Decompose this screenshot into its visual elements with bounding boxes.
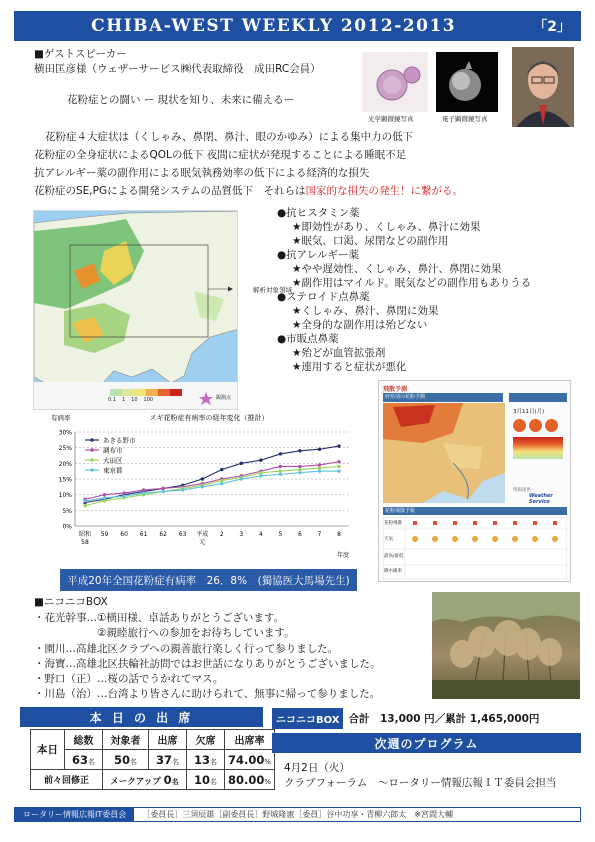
next-day-icon[interactable] [545,419,558,432]
forecast-legend-bar [513,437,563,459]
series-point [318,469,321,472]
forecast-row-weather: 天気 [384,537,393,542]
chart-title: スギ花粉症有病率の経年変化（推計） [149,414,269,422]
col-rate: 出席率 [225,730,275,750]
x-tick-label-sub: 元 [199,539,206,546]
series-point [142,488,145,491]
today-label: 本日 [31,730,65,770]
prevalence-chart-svg [47,410,360,568]
intro-line-2: 花粉症の全身症状によるQOLの低下 夜間に症状が発現することによる睡眠不足 [34,149,407,161]
x-tick-label: 5 [278,531,283,538]
intro-line-4 [34,184,463,199]
series-point [83,499,86,502]
legend-label: 調布市 [103,446,123,455]
nico-line-1: ・花光幹事…①横田様、卓話ありがとうございます。 [34,612,285,624]
drug-otc-title: ●市販点鼻薬 [277,333,339,345]
intro-line-4-prefix: 花粉症のSE,PGによる開発システムの品質低下 それらは [34,185,306,197]
drug-antiallergy-title: ●抗アレルギー薬 [277,249,359,261]
forecast-row-temp: 最高/最低 [384,554,404,559]
footer-members: ［委員長］三須辰雄［副委員長］野城隆憲［委員］谷中功享・青柳六郎太 ※宮間大輔 [142,810,453,819]
col-eligible: 対象者 [103,730,149,750]
forecast-date: 3月11日(月) [513,409,545,415]
series-point [318,466,321,469]
forecast-nav [513,419,558,432]
series-point [122,495,125,498]
y-tick-label: 5% [62,507,72,515]
y-tick-label: 10% [58,492,72,500]
talk-title: 花粉症との闘い ー 現状を知り、未来に備えるー [67,94,295,106]
chart-xlabel: 年度 [336,552,349,559]
legend-label: 東京都 [103,466,123,475]
rate-value: 74.00% [225,750,275,770]
map-area-label: 解析対象領域 [253,286,292,294]
series-point [201,477,204,480]
legend-swatch-1 [110,389,122,396]
series-point [220,468,223,471]
legend-swatch-4 [146,389,158,396]
kanto-map-graphic [34,211,238,410]
legend-swatch-2 [122,389,134,396]
nico-photo [432,592,580,699]
series-point [279,465,282,468]
series-point [181,488,184,491]
drug-otc-item: ★殆どが血管拡張剤 [292,347,386,359]
nico-total-amount: 合計 13,000 円／累計 1,465,000円 [348,712,540,725]
x-tick-label: 59 [100,531,109,538]
series-point [259,459,262,462]
weather-service-brand: Weather Service [529,493,553,505]
play-icon[interactable] [529,419,542,432]
legend-marker [90,468,93,471]
next-program-detail: クラブフォーラム ～ロータリー情報広報ＩＴ委員会担当 [284,777,557,789]
forecast-row-pollen: 花粉飛散 [384,521,402,526]
chart-ylabel: 有病率 [51,414,71,422]
series-point [161,490,164,493]
footer-committee: ロータリー情報広報IT委員会 [15,808,134,821]
nico-line-6: ・川島（治）…台湾より皆さんに助けられて、無事に帰って参りました。 [34,688,381,700]
col-total: 総数 [65,730,103,750]
map-legend-ticks: 0.1 1 10 100 [108,397,154,403]
prev-day-icon[interactable] [513,419,526,432]
drug-antihistamine-title: ●抗ヒスタミン薬 [277,207,360,219]
prevalence-chart [47,410,360,568]
x-tick-label: 61 [139,531,148,538]
attendance-prev-row [31,770,275,790]
nico-heading: ■ニコニコBOX [34,596,108,608]
legend-label: あきる野市 [103,436,136,445]
next-program-band: 次週のプログラム [272,733,581,753]
series-point [337,465,340,468]
series-point [298,468,301,471]
x-tick-label: 62 [159,531,167,538]
series-point [201,485,204,488]
attendance-today-row [31,750,275,770]
col-present: 出席 [149,730,187,750]
series-point [240,477,243,480]
masthead [14,11,581,41]
national-prevalence-banner: 平成20年全国花粉症有病率 26．8% (獨協医大馬場先生) [60,569,357,591]
legend-marker [90,448,93,451]
x-tick-label: 3 [239,531,244,538]
series-point [220,479,223,482]
drug-antihistamine-item: ★眠気、口渇、尿閉などの副作用 [292,235,449,247]
x-tick-label: 4 [258,531,263,538]
series-point [279,473,282,476]
series-point [122,491,125,494]
x-tick-label: 平成 [196,531,209,538]
x-tick-label: 63 [178,531,187,538]
prev-absent-value: 10名 [187,770,225,790]
drug-antiallergy-item: ★やや遅効性、くしゃみ、鼻汁、鼻閉に効果 [292,263,502,275]
optical-microscope-photo [362,52,428,112]
issue-number: 「2」 [533,19,571,35]
eligible-value: 50名 [103,750,149,770]
y-tick-label: 25% [58,445,72,453]
map-legend-note: 観測点 [216,395,232,401]
series-point [103,496,106,499]
y-tick-label: 20% [58,460,72,468]
forecast-row-precip: 降水確率 [384,569,402,574]
legend-marker [90,458,93,461]
nico-photo-graphic [432,592,580,699]
attendance-header-row [31,730,275,750]
series-point [83,504,86,507]
intro-line-3: 抗アレルギー薬の副作用による眠気執務効率の低下による経済的な損失 [34,167,370,179]
series-point [337,460,340,463]
y-tick-label: 0% [62,523,72,531]
series-point [279,452,282,455]
series-point [298,449,301,452]
drug-antiallergy-item: ★副作用はマイルド。眠気などの副作用もありうる [292,277,532,289]
masthead-title: CHIBA-WEST WEEKLY 2012-2013 [91,16,457,36]
pollen-map [33,210,238,410]
series-point [298,471,301,474]
series-point [318,463,321,466]
absent-value: 13名 [187,750,225,770]
forecast-panel-title: 飛散予測 [383,386,408,393]
speaker-heading: ■ゲストスピーカー [34,48,127,60]
x-tick-label: 60 [120,531,128,538]
x-tick-label: 6 [298,531,302,538]
drug-steroid-title: ●ステロイド点鼻薬 [277,291,370,303]
x-tick-label: 2 [219,531,224,538]
nico-line-2: ②親睦旅行への参加をお待ちしています。 [34,627,295,639]
intro-line-1: 花粉症４大症状は（くしゃみ、鼻閉、鼻汁、眼のかゆみ）による集中力の低下 [45,131,414,143]
electron-microscope-photo [436,52,498,112]
drug-otc-item: ★連用すると症状が悪化 [292,361,407,373]
series-point [142,491,145,494]
electron-photo-caption: 電子顕微鏡写真 [442,115,488,123]
prev-label: 前々回修正 [31,770,103,790]
national-loss-highlight: 国家的な損失の発生！に繋がる。 [305,185,464,197]
x-tick-label: 7 [317,531,322,538]
x-tick-label: 8 [337,531,341,538]
series-point [337,469,340,472]
forecast-table-grid [383,517,567,579]
legend-marker [90,438,93,441]
nico-total-label: ニコニコBOX [272,708,343,729]
footer-bar [14,807,581,822]
nico-line-3: ・園川…高雄北区クラブへの親善旅行楽しく行って参りました。 [34,643,339,655]
attendance-table [30,729,275,790]
drug-steroid-item: ★くしゃみ、鼻汁、鼻閉に効果 [292,305,439,317]
col-absent: 欠席 [187,730,225,750]
brand-note: 情報提供 [513,488,531,493]
forecast-table-header: 花粉飛散予報 [383,507,567,515]
series-point [279,469,282,472]
legend-swatch-6 [170,389,182,396]
attendance-band: 本 日 の 出 席 [20,707,263,727]
series-point [161,487,164,490]
drug-steroid-item: ★全身的な副作用は殆どない [292,319,428,331]
series-point [298,465,301,468]
drug-antihistamine-item: ★即効性があり、くしゃみ、鼻汁に効果 [292,221,481,233]
y-tick-label: 15% [58,476,72,484]
legend-label: 大田区 [103,456,123,465]
nico-line-4: ・海寶…高雄北区扶輪社訪問ではお世話になりありがとうございました。 [34,658,381,670]
total-value: 63名 [65,750,103,770]
legend-swatch-3 [134,389,146,396]
series-point [103,499,106,502]
legend-swatch-5 [158,389,170,396]
speaker-name: 横田匡彦様（ウェザーサービス㈱代表取締役 成田RC会員） [34,63,321,75]
series-point [318,448,321,451]
optical-photo-caption: 光学顕微鏡写真 [368,115,414,123]
x-tick-label: 昭和 [78,531,92,538]
nico-line-5: ・野口（正）…桜の話でうかれてマス。 [34,673,224,685]
y-tick-label: 30% [58,429,72,437]
series-point [259,474,262,477]
prev-rate-value: 80.00% [225,770,275,790]
present-value: 37名 [149,750,187,770]
forecast-map-title: 府県別の花粉予測 [383,393,503,402]
series-point [220,482,223,485]
forecast-side-header [509,393,567,402]
next-program-date: 4月2日（火） [284,762,350,774]
forecast-map-graphic [383,403,505,503]
makeup-cell: メークアップ 0名 [103,770,187,790]
map-legend-bar [110,389,182,396]
x-tick-label-sub: 58 [81,539,89,546]
nico-total-row [272,708,581,728]
series-point [259,471,262,474]
series-point [337,444,340,447]
weather-forecast-panel [378,380,571,582]
series-point [103,493,106,496]
series-point [240,462,243,465]
speaker-portrait [512,47,574,127]
